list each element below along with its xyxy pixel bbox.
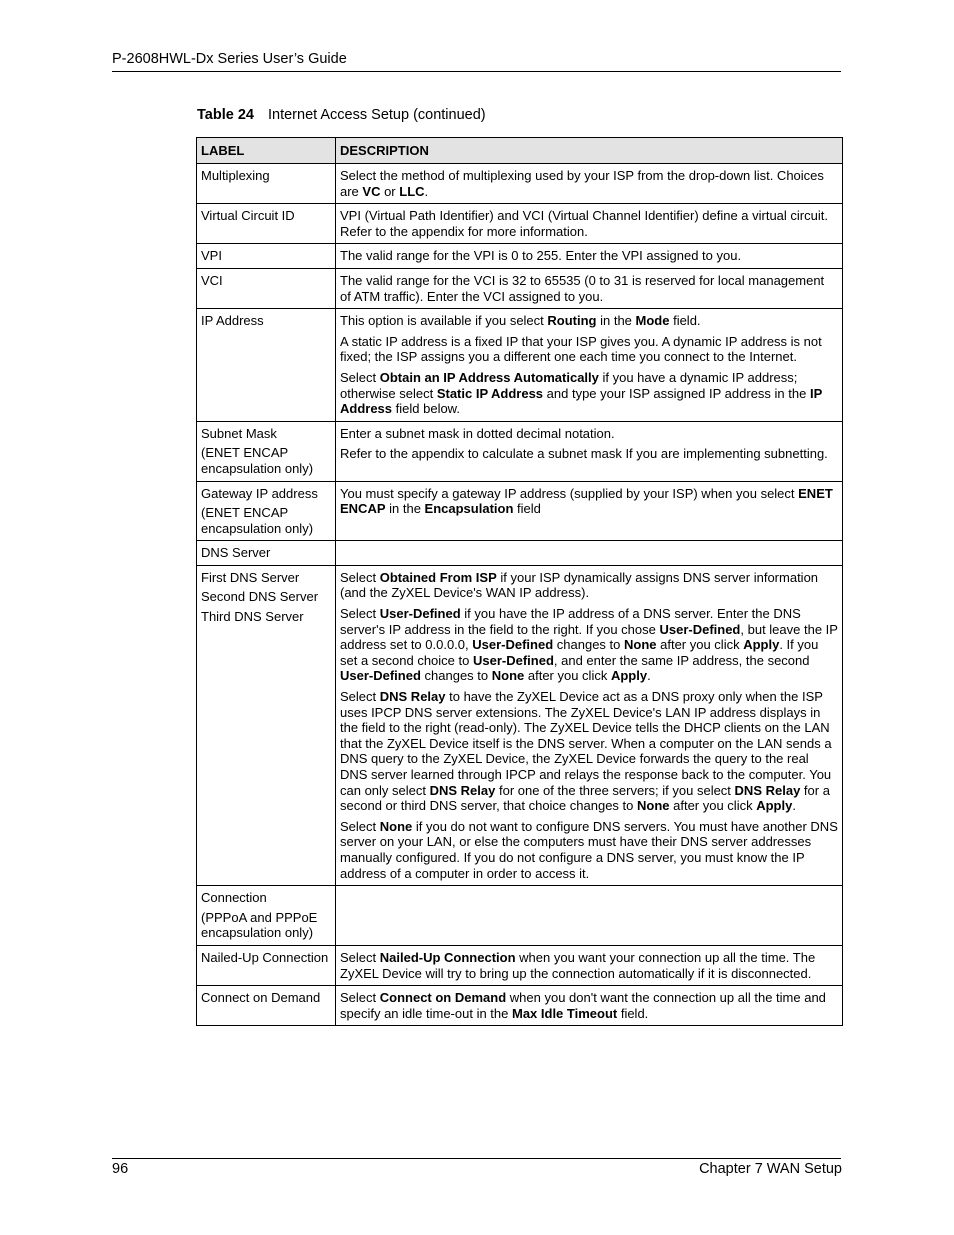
description-text: You must specify a gateway IP address (supplied by your ISP) when you select (340, 485, 799, 501)
description-text: . (792, 798, 796, 814)
label-cell (197, 268, 336, 308)
description-text: changes to (420, 668, 492, 684)
description-text: changes to (553, 637, 624, 653)
description-paragraph (340, 990, 838, 1021)
table-row (197, 268, 843, 308)
internet-access-setup-table (196, 137, 843, 1026)
description-paragraph (340, 606, 838, 684)
description-paragraph (340, 273, 838, 304)
description-text: when you want your connection up all the time. The ZyXEL Device will try to bring up the connection automatically if it is disconnected. (340, 949, 816, 981)
label-text: Multiplexing (201, 168, 270, 183)
table-row (197, 886, 843, 946)
table-title: Internet Access Setup (continued) (267, 107, 486, 123)
bold-term: Apply (610, 668, 648, 684)
label-cell (197, 164, 336, 204)
description-text: Refer to the appendix to calculate a subnet mask If you are implementing subnetting. (340, 446, 828, 462)
bold-term: DNS Relay (379, 689, 446, 705)
description-cell (336, 268, 843, 308)
description-cell (336, 541, 843, 566)
description-text: after you click (669, 798, 757, 814)
bold-term: None (491, 668, 525, 684)
label-text: Subnet Mask (201, 425, 277, 441)
description-paragraph (340, 950, 838, 981)
description-text: , but leave the IP address set to 0.0.0.0, (340, 621, 838, 653)
bold-term: None (379, 818, 413, 834)
header-divider (112, 71, 841, 72)
description-paragraph (340, 486, 838, 517)
description-text: A static IP address is a fixed IP that your ISP gives you. A dynamic IP address is not fixed; the ISP assigns you a different one each time you connect to the Internet. (340, 333, 822, 365)
bold-term: DNS Relay (734, 782, 801, 798)
description-paragraph (340, 313, 838, 329)
description-text: for a second or third DNS server, that choice changes to (340, 782, 830, 814)
label-cell (197, 886, 336, 946)
label-text: Second DNS Server (201, 589, 319, 605)
label-cell (197, 541, 336, 566)
label-cell (197, 309, 336, 422)
description-text: in the (385, 501, 425, 517)
bold-term: Static IP Address (436, 385, 544, 401)
description-text: if you do not want to configure DNS servers. You must have another DNS server on your LAN, or else the computers must have their DNS server addresses manually configured. If you do not configure a DNS server, you must know the IP address of a computer in order to access it. (340, 818, 838, 881)
description-cell (336, 481, 843, 541)
label-text: VPI (201, 248, 222, 264)
description-text: Select the method of multiplexing used by your ISP from the drop-down list. Choices are (340, 168, 824, 199)
description-paragraph (340, 370, 838, 417)
page-number: 96 (112, 1161, 129, 1177)
description-text: The valid range for the VCI is 32 to 65535 (0 to 31 is reserved for local management of ATM traffic). Enter the VCI assigned to you. (340, 272, 825, 304)
table-row (197, 309, 843, 422)
description-paragraph (340, 446, 838, 462)
label-cell (197, 565, 336, 885)
description-paragraph (340, 819, 838, 881)
label-cell (197, 204, 336, 244)
bold-term: User-Defined (340, 668, 421, 684)
label-cell (197, 421, 336, 481)
description-text: The valid range for the VPI is 0 to 255. Enter the VPI assigned to you. (340, 248, 742, 264)
description-text: field below. (392, 401, 460, 417)
description-text: Select (340, 949, 380, 965)
label-text: First DNS Server (201, 569, 300, 585)
label-text: Connection (201, 890, 267, 906)
description-text: . If you set a second choice to (340, 637, 819, 668)
description-text: after you click (656, 637, 744, 653)
description-text: VPI (Virtual Path Identifier) and VCI (Virtual Channel Identifier) define a virtual circuit. Refer to the appendix for more information. (340, 208, 828, 239)
bold-term: ENET ENCAP (340, 485, 833, 517)
label-text: Third DNS Server (201, 609, 304, 625)
label-text: Gateway IP address (201, 485, 318, 501)
label-text: Virtual Circuit ID (201, 208, 295, 224)
description-text: , and enter the same IP address, the second (553, 652, 810, 668)
description-text: if you have a dynamic IP address; otherwise select (340, 369, 798, 401)
description-text: Select (340, 689, 380, 705)
bold-term: User-Defined (472, 652, 554, 668)
bold-term: None (637, 798, 670, 814)
description-text: . (424, 183, 429, 199)
description-paragraph (340, 208, 838, 239)
bold-term: VC (362, 183, 381, 199)
description-text: . (647, 668, 651, 684)
label-text: VCI (201, 272, 223, 288)
bold-term: Nailed-Up Connection (379, 949, 516, 965)
table-row (197, 244, 843, 269)
label-cell (197, 986, 336, 1026)
description-text: field. (669, 313, 701, 329)
bold-term: User-Defined (659, 621, 741, 637)
table-row (197, 945, 843, 985)
bold-term: User-Defined (472, 637, 554, 653)
description-text: field (513, 501, 541, 517)
table-header-row (197, 138, 843, 164)
label-cell (197, 481, 336, 541)
description-text: to have the ZyXEL Device act as a DNS proxy only when the ISP uses IPCP DNS server extensions. The ZyXEL Device's LAN IP address displays in the field to the right (read-only). The ZyXEL Device tells the DHCP clients on the LAN that the ZyXEL Device itself is the DNS server. When a computer on the LAN sends a DNS query to the ZyXEL Device, the ZyXEL Device forwards the query to the real DNS server learned through IPCP and relays the response back to the computer. You can only select (340, 689, 832, 798)
label-text: Nailed-Up Connection (201, 949, 329, 965)
column-header-description: DESCRIPTION (336, 138, 843, 164)
bold-term: None (624, 637, 657, 653)
bold-term: Max Idle Timeout (511, 1005, 618, 1021)
description-text: Select (340, 606, 380, 622)
label-text: Connect on Demand (201, 990, 321, 1006)
label-text: (ENET ENCAP encapsulation only) (201, 505, 314, 536)
table-row (197, 421, 843, 481)
bold-term: Connect on Demand (379, 990, 507, 1006)
running-header: P-2608HWL-Dx Series User’s Guide (112, 51, 347, 67)
label-text: IP Address (201, 313, 264, 329)
description-cell (336, 309, 843, 422)
description-text: or (380, 183, 400, 199)
bold-term: Encapsulation (424, 501, 514, 517)
table-row (197, 204, 843, 244)
description-cell (336, 945, 843, 985)
bold-term: Mode (635, 313, 670, 329)
bold-term: Obtained From ISP (379, 569, 497, 585)
table-row (197, 565, 843, 885)
chapter-title: Chapter 7 WAN Setup (699, 1161, 842, 1177)
bold-term: LLC (399, 183, 425, 199)
description-paragraph (340, 248, 838, 264)
bold-term: Apply (756, 798, 793, 814)
label-cell (197, 945, 336, 985)
table-row (197, 986, 843, 1026)
description-text: when you don't want the connection up all the time and specify an idle time-out in the (340, 990, 826, 1021)
label-text: (ENET ENCAP encapsulation only) (201, 445, 314, 476)
column-header-label: LABEL (197, 138, 336, 164)
description-text: after you click (524, 668, 611, 684)
description-cell (336, 164, 843, 204)
description-paragraph (340, 168, 838, 199)
table-body (197, 164, 843, 1026)
table-row (197, 541, 843, 566)
footer-divider (112, 1158, 841, 1159)
description-text: Select (340, 369, 380, 385)
bold-term: Routing (547, 313, 597, 329)
description-text: for one of the three servers; if you select (495, 782, 735, 798)
description-text: Select (340, 569, 380, 585)
description-text: if you have the IP address of a DNS server. Enter the DNS server's IP address in the field to the right. If you chose (340, 606, 801, 637)
description-cell (336, 204, 843, 244)
description-text: Select (340, 990, 380, 1006)
bold-term: IP Address (340, 385, 823, 417)
description-paragraph (340, 334, 838, 365)
table-caption (197, 107, 486, 123)
description-text: and type your ISP assigned IP address in the (543, 385, 810, 401)
description-text: field. (617, 1005, 649, 1021)
table-number: Table 24 (197, 107, 254, 123)
description-cell (336, 886, 843, 946)
description-cell (336, 244, 843, 269)
description-paragraph (340, 689, 838, 814)
bold-term: DNS Relay (429, 782, 496, 798)
bold-term: Obtain an IP Address Automatically (379, 369, 599, 385)
bold-term: User-Defined (379, 606, 461, 622)
description-paragraph (340, 426, 838, 442)
description-text: Select (340, 818, 380, 834)
table-row (197, 164, 843, 204)
description-cell (336, 421, 843, 481)
description-cell (336, 565, 843, 885)
description-text: if your ISP dynamically assigns DNS server information (and the ZyXEL Device's WAN IP address). (340, 569, 819, 601)
label-text: (PPPoA and PPPoE encapsulation only) (201, 909, 318, 941)
table-row (197, 481, 843, 541)
description-text: This option is available if you select (340, 313, 548, 329)
bold-term: Apply (743, 637, 780, 653)
description-paragraph (340, 570, 838, 601)
description-text: in the (596, 313, 636, 329)
label-text: DNS Server (201, 545, 271, 561)
description-cell (336, 986, 843, 1026)
description-text: Enter a subnet mask in dotted decimal notation. (340, 425, 615, 441)
label-cell (197, 244, 336, 269)
